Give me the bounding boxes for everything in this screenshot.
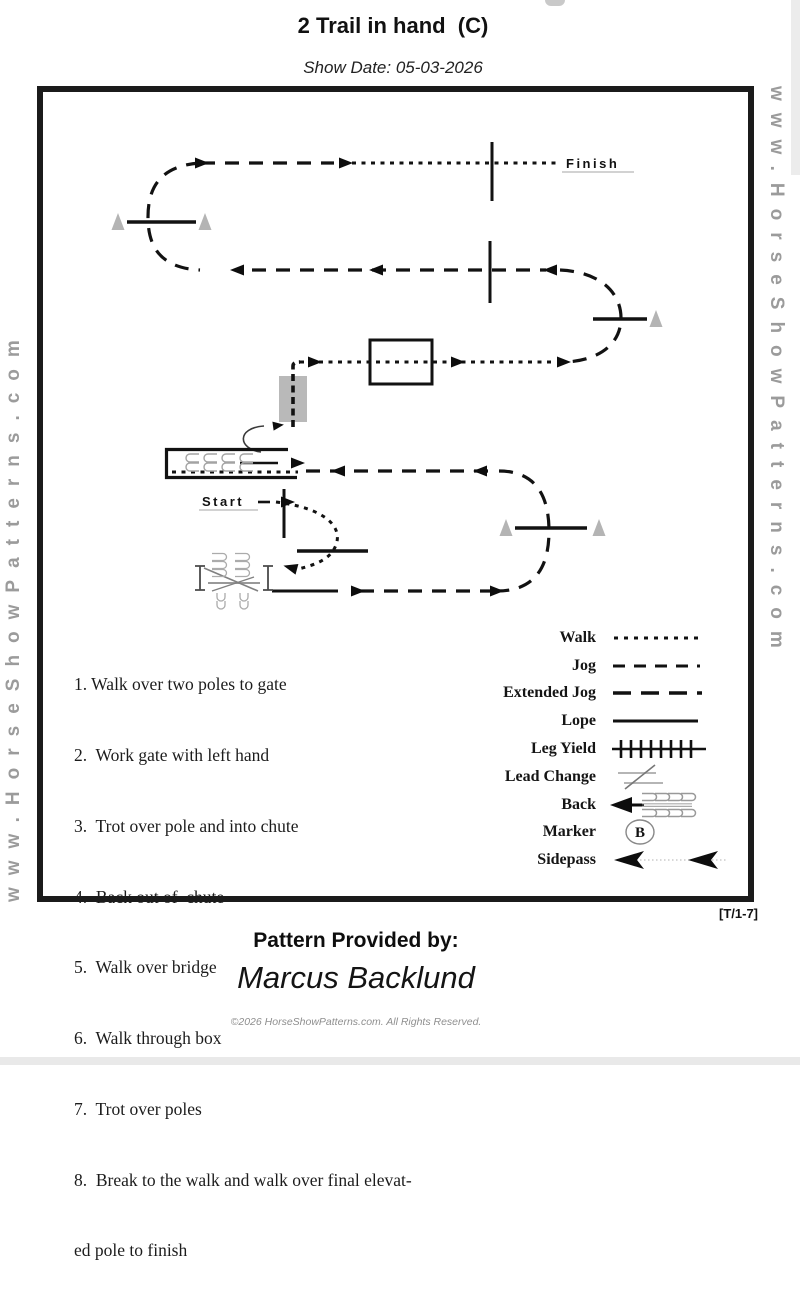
back-symbol (608, 792, 748, 818)
legend-label: Marker (542, 823, 596, 841)
legend-row-leg-yield (468, 735, 750, 763)
legend-label: Jog (572, 656, 596, 674)
provided-by-label: Pattern Provided by: (253, 929, 459, 952)
instruction-line: 4. Back out of chute (74, 886, 225, 907)
jog-arc-mid-right (560, 270, 621, 362)
jog-line-symbol (608, 653, 748, 679)
instruction-line: 6. Walk through box (74, 1028, 222, 1049)
cone-icon (593, 519, 606, 536)
instruction-line: 1. Walk over two poles to gate (74, 674, 287, 695)
legend-row-walk (468, 624, 750, 652)
legend-row-marker (468, 819, 750, 847)
legend-label: Walk (559, 628, 596, 646)
watermark-right: www.HorseShowPatterns.com (766, 86, 787, 660)
sidepass-symbol (608, 847, 748, 873)
instruction-line: 7. Trot over poles (74, 1098, 202, 1119)
cone-icon (500, 519, 513, 536)
instruction-line: 3. Trot over pole and into chute (74, 815, 299, 836)
legend-row-extended-jog (468, 680, 750, 708)
legend-row-sidepass (468, 846, 750, 874)
marker-letter: B (634, 825, 646, 842)
legend-label: Leg Yield (530, 740, 596, 758)
page-title: 2 Trail in hand (C) (297, 13, 489, 38)
show-date: Show Date: 05-03-2026 (303, 58, 483, 77)
watermark-left: www.HorseShowPatterns.com (3, 328, 24, 902)
legend-label: Sidepass (537, 851, 596, 869)
legend-row-back (468, 791, 750, 819)
instruction-line: 8. Break to the walk and walk over final elevat- (74, 1169, 412, 1190)
legend-label: Back (561, 795, 596, 813)
legend-label: Extended Jog (503, 684, 596, 702)
marker-symbol (608, 819, 748, 845)
walk-line-symbol (608, 625, 748, 651)
cone-icon (112, 213, 125, 230)
legend-label: Lead Change (504, 767, 596, 785)
legend-row-lope (468, 707, 750, 735)
leg-yield-symbol (608, 736, 748, 762)
lope-line-symbol (608, 708, 748, 734)
jog-arc-top-left (148, 163, 200, 270)
cone-icon (650, 310, 663, 327)
page-bottom-edge (0, 1057, 800, 1065)
lead-change-symbol (608, 764, 748, 790)
extended-jog-line-symbol (608, 680, 748, 706)
pattern-code: [T/1-7] (719, 906, 758, 921)
legend (468, 624, 750, 874)
gate-obstacle (195, 554, 273, 610)
finish-label: Finish (566, 156, 620, 171)
cone-icon (199, 213, 212, 230)
instruction-line: ed pole to finish (74, 1240, 188, 1261)
provider-name: Marcus Backlund (237, 960, 475, 995)
chute-back-symbols (186, 454, 253, 471)
legend-row-jog (468, 652, 750, 680)
start-label: Start (202, 494, 245, 509)
legend-label: Lope (561, 712, 596, 730)
instruction-line: 5. Walk over bridge (74, 957, 217, 978)
legend-row-lead-change (468, 763, 750, 791)
instruction-line: 2. Work gate with left hand (74, 744, 270, 765)
copyright-notice: ©2026 HorseShowPatterns.com. All Rights Reserved. (230, 1016, 482, 1028)
